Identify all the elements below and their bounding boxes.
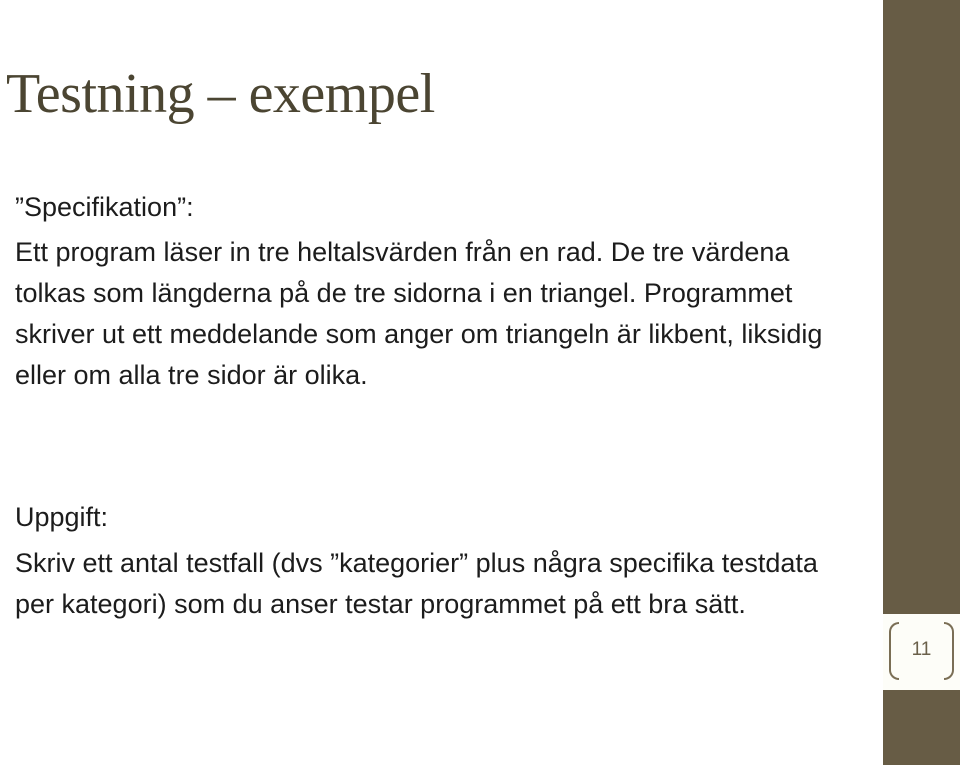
page-number: 11	[911, 639, 932, 660]
specification-text: Ett program läser in tre heltalsvärden från en rad. De tre värdena tolkas som längderna på de tre sidorna i en triangel. Programmet skriver ut ett meddelande som anger om triangeln är likbent, liksidig eller om alla tre sidor är olika.	[15, 237, 823, 390]
specification-label: ”Specifikation”:	[15, 192, 194, 222]
slide-title: Testning – exempel	[6, 63, 435, 125]
page-number-box	[883, 614, 960, 690]
task-text: Skriv ett antal testfall (dvs ”kategorier” plus några specifika testdata per kategori) som du anser testar programmet på ett bra sätt.	[15, 548, 818, 619]
task-label: Uppgift:	[15, 502, 109, 532]
